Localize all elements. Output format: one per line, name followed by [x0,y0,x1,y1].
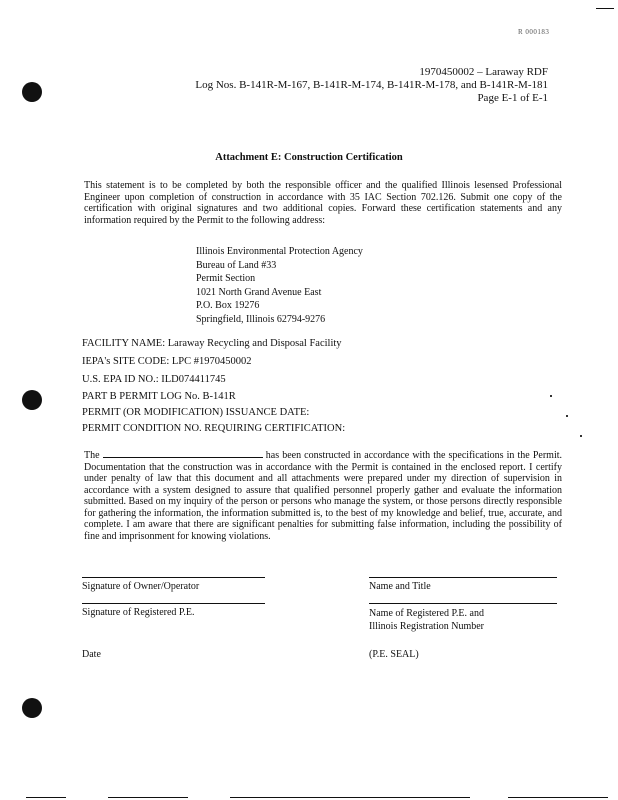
pe-seal-label: (P.E. SEAL) [369,649,419,660]
address-line: Illinois Environmental Protection Agency [196,246,363,257]
condition-number: PERMIT CONDITION NO. REQUIRING CERTIFICATION: [82,423,346,434]
certification-paragraph [84,448,562,542]
punch-hole-middle [22,390,42,410]
header-page-number: Page E-1 of E-1 [477,92,548,104]
date-label: Date [82,649,101,660]
header-log-numbers: Log Nos. B-141R-M-167, B-141R-M-174, B-141R-M-178, and B-141R-M-181 [195,79,548,91]
document-id: R 000183 [518,28,550,36]
owner-signature-label: Signature of Owner/Operator [82,581,200,592]
site-code: IEPA's SITE CODE: LPC #1970450002 [82,356,252,367]
address-line: Permit Section [196,273,256,285]
scan-speck [580,435,582,437]
footer-scan-line [230,797,470,798]
punch-hole-top [22,82,42,102]
punch-hole-bottom [22,698,42,718]
footer-scan-line [108,797,188,798]
pe-name-label [369,607,484,633]
cert-prefix: The [84,450,100,461]
epa-id: U.S. EPA ID NO.: ILD074411745 [82,374,226,385]
name-title-line[interactable] [369,577,557,578]
permit-log: PART B PERMIT LOG No. B-141R [82,391,236,402]
footer-scan-line [26,797,66,798]
scan-mark-top-right [596,8,614,9]
address-line: Springfield, Illinois 62794-9276 [196,313,326,325]
address-line: P.O. Box 19276 [196,300,260,312]
facility-name: FACILITY NAME: Laraway Recycling and Disposal Facility [82,338,342,349]
pe-name-label-line1: Name of Registered P.E. and [369,608,484,619]
issuance-date: PERMIT (OR MODIFICATION) ISSUANCE DATE: [82,407,310,418]
scan-speck [566,415,568,417]
pe-name-label-line2: Illinois Registration Number [369,621,484,632]
page-header [195,66,548,105]
intro-paragraph: This statement is to be completed by both the responsible officer and the qualified Illinois lesensed Professional Engineer upon completion of construction in accordance with 35 IAC Section 702.126. Submit one copy of the certification with original signatures and two additional copies. Forward these certification statements and any information required by the Permit to the following address: [84,180,562,226]
pe-signature-label: Signature of Registered P.E. [82,607,195,618]
page-title: Attachment E: Construction Certification [215,152,403,163]
pe-name-line[interactable] [369,603,557,604]
facility-blank-field[interactable] [103,448,263,458]
address-line: Bureau of Land #33 [196,259,277,271]
address-line: 1021 North Grand Avenue East [196,286,322,298]
footer-scan-line [508,797,608,798]
name-title-label: Name and Title [369,581,431,592]
pe-signature-line[interactable] [82,603,265,604]
mailing-address [196,245,363,327]
header-permit-line: 1970450002 – Laraway RDF [419,66,548,78]
scan-speck [550,395,552,397]
cert-text: has been constructed in accordance with the specifications in the Permit. Documentation that the construction was in accordance with the Permit is contained in the enclosed report. I certify under penalty of law that this document and all attachments were prepared under my direction of supervision in accordance with a system designed to assure that qualified personnel properly gather and evaluate the information submitted. Based on my inquiry of the person or persons who manage the system, or those persons directly responsible for gathering the information, the information submitted is, to the best of my knowledge and belief, true, accurate, and complete. I am aware that there are significant penalties for submitting false information, including the possibility of fine and imprisonment for knowing violations. [84,450,562,542]
owner-signature-line[interactable] [82,577,265,578]
